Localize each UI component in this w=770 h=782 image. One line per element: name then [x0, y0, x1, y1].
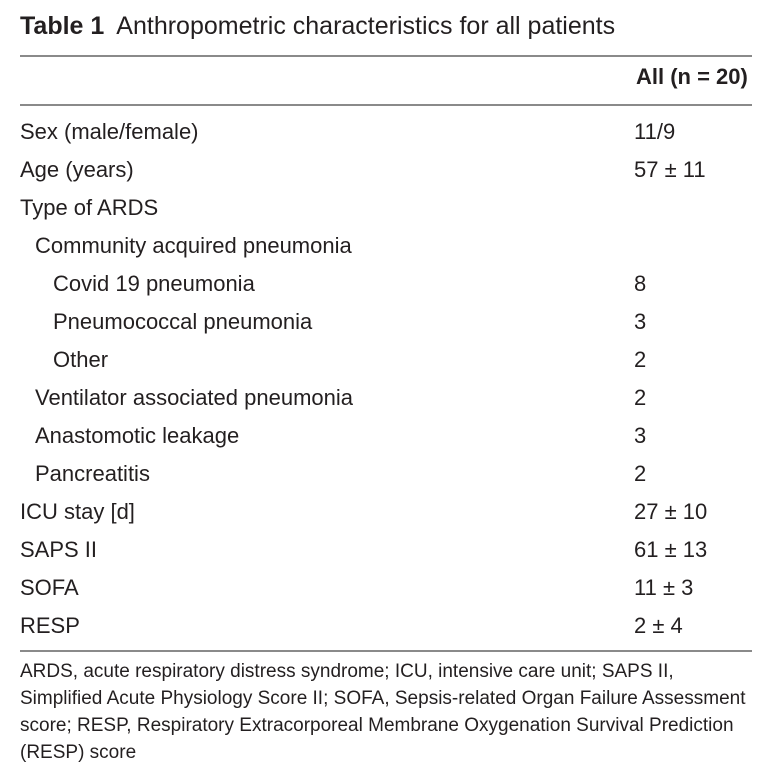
row-value: 57 ± 11 — [634, 157, 706, 182]
row-label: SAPS II — [20, 537, 98, 562]
table-label: Table 1 — [20, 12, 105, 40]
table-row — [0, 455, 770, 493]
table-row — [0, 303, 770, 341]
row-label: Pancreatitis — [35, 461, 150, 486]
row-label: Other — [53, 347, 109, 372]
row-label: Age (years) — [20, 157, 134, 182]
row-label: Ventilator associated pneumonia — [35, 385, 353, 410]
column-header: All (n = 20) — [636, 64, 748, 89]
table-row — [0, 417, 770, 455]
row-label: RESP — [20, 613, 80, 638]
row-label: Community acquired pneumonia — [35, 233, 352, 258]
row-value: 3 — [634, 309, 647, 334]
table-footnote: ARDS, acute respiratory distress syndrome; ICU, intensive care unit; SAPS II, Simplified Acute Physiology Score II; SOFA, Sepsis-related Organ Failure Assessment score; RESP, Respiratory Extracorporeal Membrane Oxygenation Survival Prediction (RESP) score — [20, 661, 746, 763]
row-label: ICU stay [d] — [20, 499, 135, 524]
top-rule — [20, 55, 752, 57]
table-row — [0, 607, 770, 645]
table-row — [0, 379, 770, 417]
table-row — [0, 265, 770, 303]
row-value: 27 ± 10 — [634, 499, 708, 524]
row-value: 11/9 — [634, 119, 676, 144]
table-caption — [20, 8, 615, 44]
table-row — [0, 227, 770, 265]
table-row — [0, 151, 770, 189]
row-label: SOFA — [20, 575, 79, 600]
table-title: Anthropometric characteristics for all patients — [116, 12, 616, 40]
row-label: Type of ARDS — [20, 195, 159, 220]
row-value: 61 ± 13 — [634, 537, 708, 562]
row-value: 8 — [634, 271, 647, 296]
row-label: Pneumococcal pneumonia — [53, 309, 313, 334]
row-value: 2 — [634, 461, 647, 486]
table-row — [0, 113, 770, 151]
header-rule — [20, 104, 752, 106]
table-row — [0, 341, 770, 379]
row-label: Sex (male/female) — [20, 119, 199, 144]
table-row — [0, 531, 770, 569]
row-value: 3 — [634, 423, 647, 448]
table-row — [0, 189, 770, 227]
table-row — [0, 493, 770, 531]
row-value: 2 — [634, 385, 647, 410]
row-value: 11 ± 3 — [634, 575, 694, 600]
table-row — [0, 569, 770, 607]
row-value: 2 — [634, 347, 647, 372]
row-label: Covid 19 pneumonia — [53, 271, 255, 296]
row-value: 2 ± 4 — [634, 613, 683, 638]
table-body — [0, 113, 770, 645]
row-label: Anastomotic leakage — [35, 423, 240, 448]
bottom-rule — [20, 650, 752, 652]
